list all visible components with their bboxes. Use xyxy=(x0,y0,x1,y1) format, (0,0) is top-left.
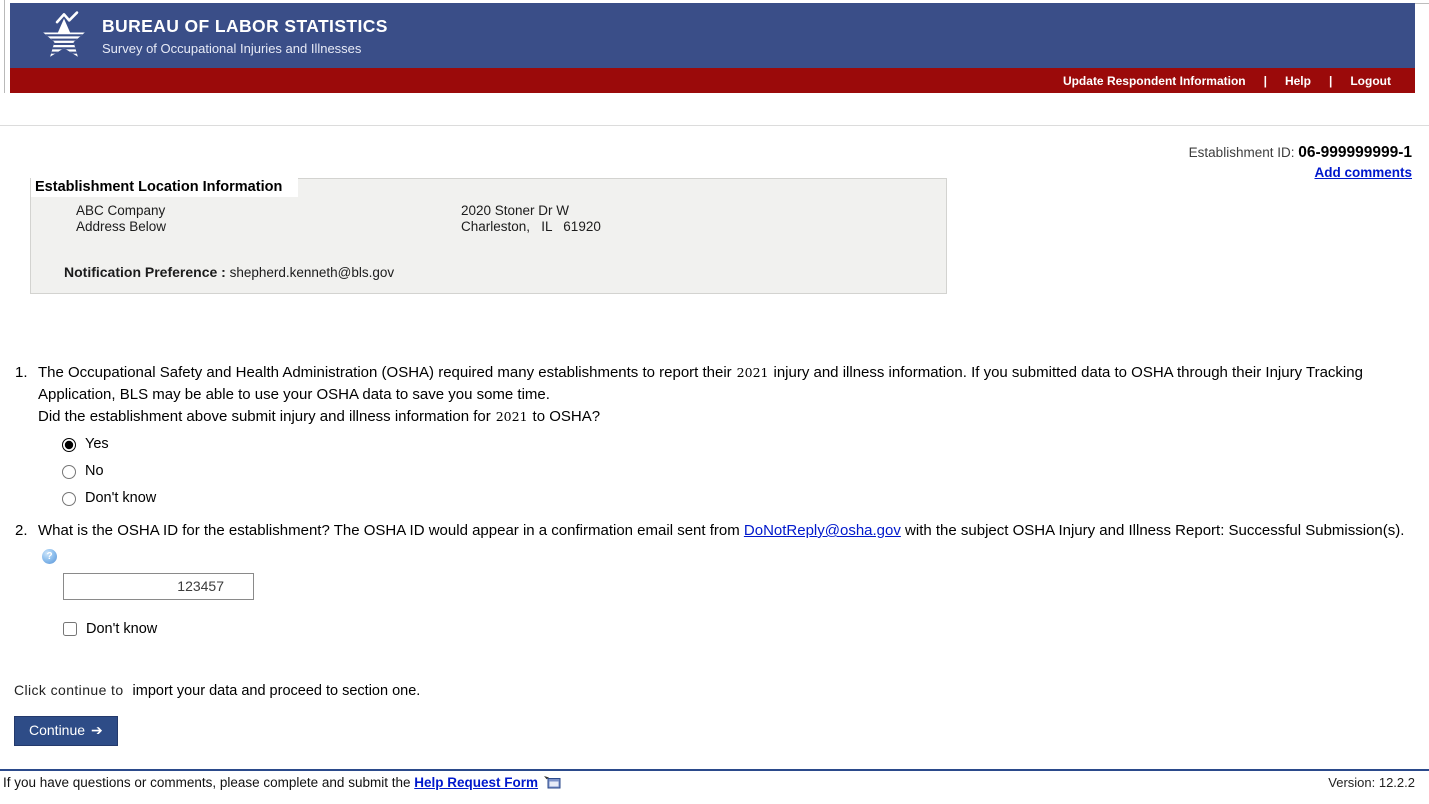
establishment-id-value: 06-999999999-1 xyxy=(1298,144,1412,161)
footer xyxy=(0,769,1429,790)
question-2-number: 2. xyxy=(15,522,28,539)
continue-button-label[interactable]: Continue xyxy=(29,722,86,738)
question-1-number: 1. xyxy=(15,364,28,381)
city-state-zip: Charleston, IL 61920 xyxy=(461,219,601,234)
radio-option-no[interactable] xyxy=(62,458,1415,485)
radio-option-yes[interactable] xyxy=(62,431,1415,458)
help-request-form-link[interactable]: Help Request Form xyxy=(414,775,539,790)
continue-arrow-icon[interactable]: ➔ xyxy=(91,722,103,738)
continue-button[interactable] xyxy=(14,716,118,746)
continue-instruction-lead: Click continue to xyxy=(14,682,124,698)
nav-help-link[interactable]: Help xyxy=(1284,73,1311,88)
top-nav-bar xyxy=(10,68,1415,93)
add-comments-link[interactable]: Add comments xyxy=(1314,165,1412,180)
radio-yes-label[interactable]: Yes xyxy=(85,435,109,452)
window-frame-topline xyxy=(1415,3,1429,4)
dont-know-checkbox[interactable] xyxy=(63,622,77,636)
version-label: Version: 12.2.2 xyxy=(1328,775,1415,790)
question-2 xyxy=(15,520,1415,640)
question-1-prompt: Did the establishment above submit injury and illness information for xyxy=(38,407,491,425)
question-2-text-cont: with the subject OSHA Injury and Illness Report: Successful Submission(s). xyxy=(905,522,1405,539)
establishment-location-box xyxy=(30,178,947,294)
company-name: ABC Company xyxy=(76,203,166,218)
question-1-prompt-end: to OSHA? xyxy=(532,407,601,425)
nav-separator: | xyxy=(1263,73,1267,88)
question-2-text: What is the OSHA ID for the establishment? The OSHA ID would appear in a confirmation email sent from xyxy=(38,522,740,539)
radio-option-dont-know[interactable] xyxy=(62,485,1415,512)
app-subtitle: Survey of Occupational Injuries and Illnesses xyxy=(102,40,362,56)
notification-preference-label: Notification Preference : xyxy=(64,264,226,280)
app-title: BUREAU OF LABOR STATISTICS xyxy=(102,15,388,36)
address-note: Address Below xyxy=(76,219,167,234)
footer-text: If you have questions or comments, please complete and submit the xyxy=(3,775,411,790)
question-1 xyxy=(15,362,1415,512)
question-1-year: 2021 xyxy=(736,365,769,380)
radio-no[interactable] xyxy=(62,465,76,479)
help-tooltip-icon[interactable]: ? xyxy=(42,549,57,564)
external-link-icon[interactable] xyxy=(544,776,561,789)
question-1-prompt-year: 2021 xyxy=(495,408,528,424)
location-box-heading: Establishment Location Information xyxy=(31,176,298,197)
bls-star-logo-icon xyxy=(38,9,90,63)
question-1-text-cont: injury and illness information. If you submitted data to OSHA through their Injury Tracking Application, BLS may be able to use your OSHA data to save you some time. xyxy=(38,364,1363,403)
header xyxy=(10,3,1415,93)
radio-yes[interactable] xyxy=(62,438,76,452)
page-divider xyxy=(0,125,1429,126)
nav-update-respondent-link[interactable]: Update Respondent Information xyxy=(1062,73,1246,88)
establishment-id-block xyxy=(1189,144,1412,182)
street-address: 2020 Stoner Dr W xyxy=(461,203,570,218)
window-frame-line xyxy=(4,0,5,93)
masthead xyxy=(10,3,1415,68)
osha-email-link[interactable]: DoNotReply@osha.gov xyxy=(743,522,901,539)
continue-instruction xyxy=(14,682,420,699)
notification-preference-email: shepherd.kenneth@bls.gov xyxy=(229,265,395,280)
radio-no-label[interactable]: No xyxy=(85,462,104,479)
question-1-text: The Occupational Safety and Health Administration (OSHA) required many establishments to report their xyxy=(38,364,732,381)
continue-instruction-rest: import your data and proceed to section one. xyxy=(132,683,421,699)
radio-dont-know[interactable] xyxy=(62,492,76,506)
radio-dont-know-label[interactable]: Don't know xyxy=(85,489,157,506)
establishment-id-label: Establishment ID: xyxy=(1188,145,1299,160)
osha-id-input[interactable] xyxy=(63,573,254,600)
dont-know-checkbox-row[interactable] xyxy=(63,619,1415,641)
dont-know-checkbox-label[interactable]: Don't know xyxy=(86,620,158,637)
question-1-options xyxy=(62,431,1415,512)
nav-logout-link[interactable]: Logout xyxy=(1350,73,1391,88)
nav-separator: | xyxy=(1328,73,1333,88)
